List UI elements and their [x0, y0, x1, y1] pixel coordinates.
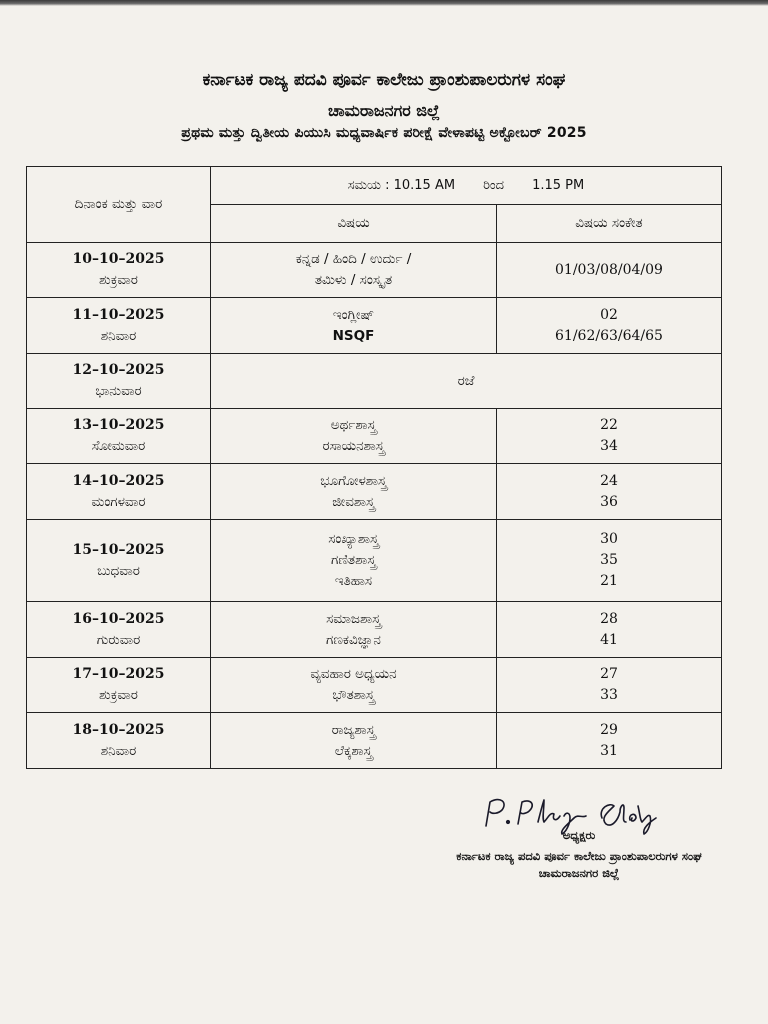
exam-timetable — [26, 166, 722, 769]
exam-title: ಪ್ರಥಮ ಮತ್ತು ದ್ವಿತೀಯ ಪಿಯುಸಿ ಮಧ್ಯವಾರ್ಷಿಕ ಪರೀಕ್ಷೆ ವೇಳಾಪಟ್ಟಿ ಅಕ್ಟೋಬರ್ 2025 — [181, 125, 587, 141]
holiday-cell: ರಜೆ — [211, 354, 722, 409]
table-row — [27, 243, 722, 298]
subject-cell: ಇಂಗ್ಲೀಷ್ NSQF — [211, 298, 497, 354]
code-cell: 01/03/08/04/09 — [497, 243, 722, 298]
table-row — [27, 713, 722, 769]
subject-cell: ಕನ್ನಡ / ಹಿಂದಿ / ಉರ್ದು / ತಮಿಳು / ಸಂಸ್ಕೃತ — [211, 243, 497, 298]
code-cell: 29 31 — [497, 713, 722, 769]
time-end: 1.15 PM — [532, 178, 585, 193]
date-cell: 10–10–2025 ಶುಕ್ರವಾರ — [27, 243, 211, 298]
date-cell: 13–10–2025 ಸೋಮವಾರ — [27, 409, 211, 464]
subject-cell: ಭೂಗೋಳಶಾಸ್ತ್ರ ಜೀವಶಾಸ್ತ್ರ — [211, 464, 497, 520]
subject-header: ವಿಷಯ — [211, 205, 497, 243]
code-cell: 28 41 — [497, 602, 722, 658]
association-title: ಕರ್ನಾಟಕ ರಾಜ್ಯ ಪದವಿ ಪೂರ್ವ ಕಾಲೇಜು ಪ್ರಾಂಶುಪಾಲರುಗಳ ಸಂಘ — [202, 70, 566, 90]
table-row — [27, 354, 722, 409]
date-day-header: ದಿನಾಂಕ ಮತ್ತು ವಾರ — [27, 167, 211, 243]
signatory-org: ಕರ್ನಾಟಕ ರಾಜ್ಯ ಪದವಿ ಪೂರ್ವ ಕಾಲೇಜು ಪ್ರಾಂಶುಪಾಲರುಗಳ ಸಂಘ — [456, 849, 702, 863]
time-from: ರಿಂದ — [483, 178, 505, 193]
code-cell: 24 36 — [497, 464, 722, 520]
date-cell: 18–10–2025 ಶನಿವಾರ — [27, 713, 211, 769]
signatory-district: ಚಾಮರಾಜನಗರ ಜಿಲ್ಲೆ — [538, 866, 620, 880]
subject-cell: ಸಂಖ್ಯಾಶಾಸ್ತ್ರ ಗಣಿತಶಾಸ್ತ್ರ ಇತಿಹಾಸ — [211, 520, 497, 602]
date-cell: 15–10–2025 ಬುಧವಾರ — [27, 520, 211, 602]
signatory-title: ಅಧ್ಯಕ್ಷರು — [562, 828, 596, 842]
table-row — [27, 409, 722, 464]
date-cell: 11–10–2025 ಶನಿವಾರ — [27, 298, 211, 354]
subject-cell: ಸಮಾಜಶಾಸ್ತ್ರ ಗಣಕವಿಜ್ಞಾನ — [211, 602, 497, 658]
date-cell: 16–10–2025 ಗುರುವಾರ — [27, 602, 211, 658]
subject-cell: ರಾಜ್ಯಶಾಸ್ತ್ರ ಲೆಕ್ಕಶಾಸ್ತ್ರ — [211, 713, 497, 769]
code-cell: 02 61/62/63/64/65 — [497, 298, 722, 354]
table-row — [27, 658, 722, 713]
page-edge-shadow — [0, 0, 768, 6]
time-start: ಸಮಯ : 10.15 AM — [347, 178, 456, 193]
date-cell: 12–10–2025 ಭಾನುವಾರ — [27, 354, 211, 409]
code-cell: 22 34 — [497, 409, 722, 464]
date-cell: 17–10–2025 ಶುಕ್ರವಾರ — [27, 658, 211, 713]
date-cell: 14–10–2025 ಮಂಗಳವಾರ — [27, 464, 211, 520]
table-row — [27, 602, 722, 658]
code-cell: 27 33 — [497, 658, 722, 713]
subject-cell: ವ್ಯವಹಾರ ಅಧ್ಯಯನ ಭೌತಶಾಸ್ತ್ರ — [211, 658, 497, 713]
table-row — [27, 298, 722, 354]
table-row — [27, 520, 722, 602]
time-header — [211, 167, 722, 205]
code-cell: 30 35 21 — [497, 520, 722, 602]
district-title: ಚಾಮರಾಜನಗರ ಜಿಲ್ಲೆ — [328, 101, 440, 120]
subject-cell: ಅರ್ಥಶಾಸ್ತ್ರ ರಸಾಯನಶಾಸ್ತ್ರ — [211, 409, 497, 464]
table-row — [27, 464, 722, 520]
code-header: ವಿಷಯ ಸಂಕೇತ — [497, 205, 722, 243]
